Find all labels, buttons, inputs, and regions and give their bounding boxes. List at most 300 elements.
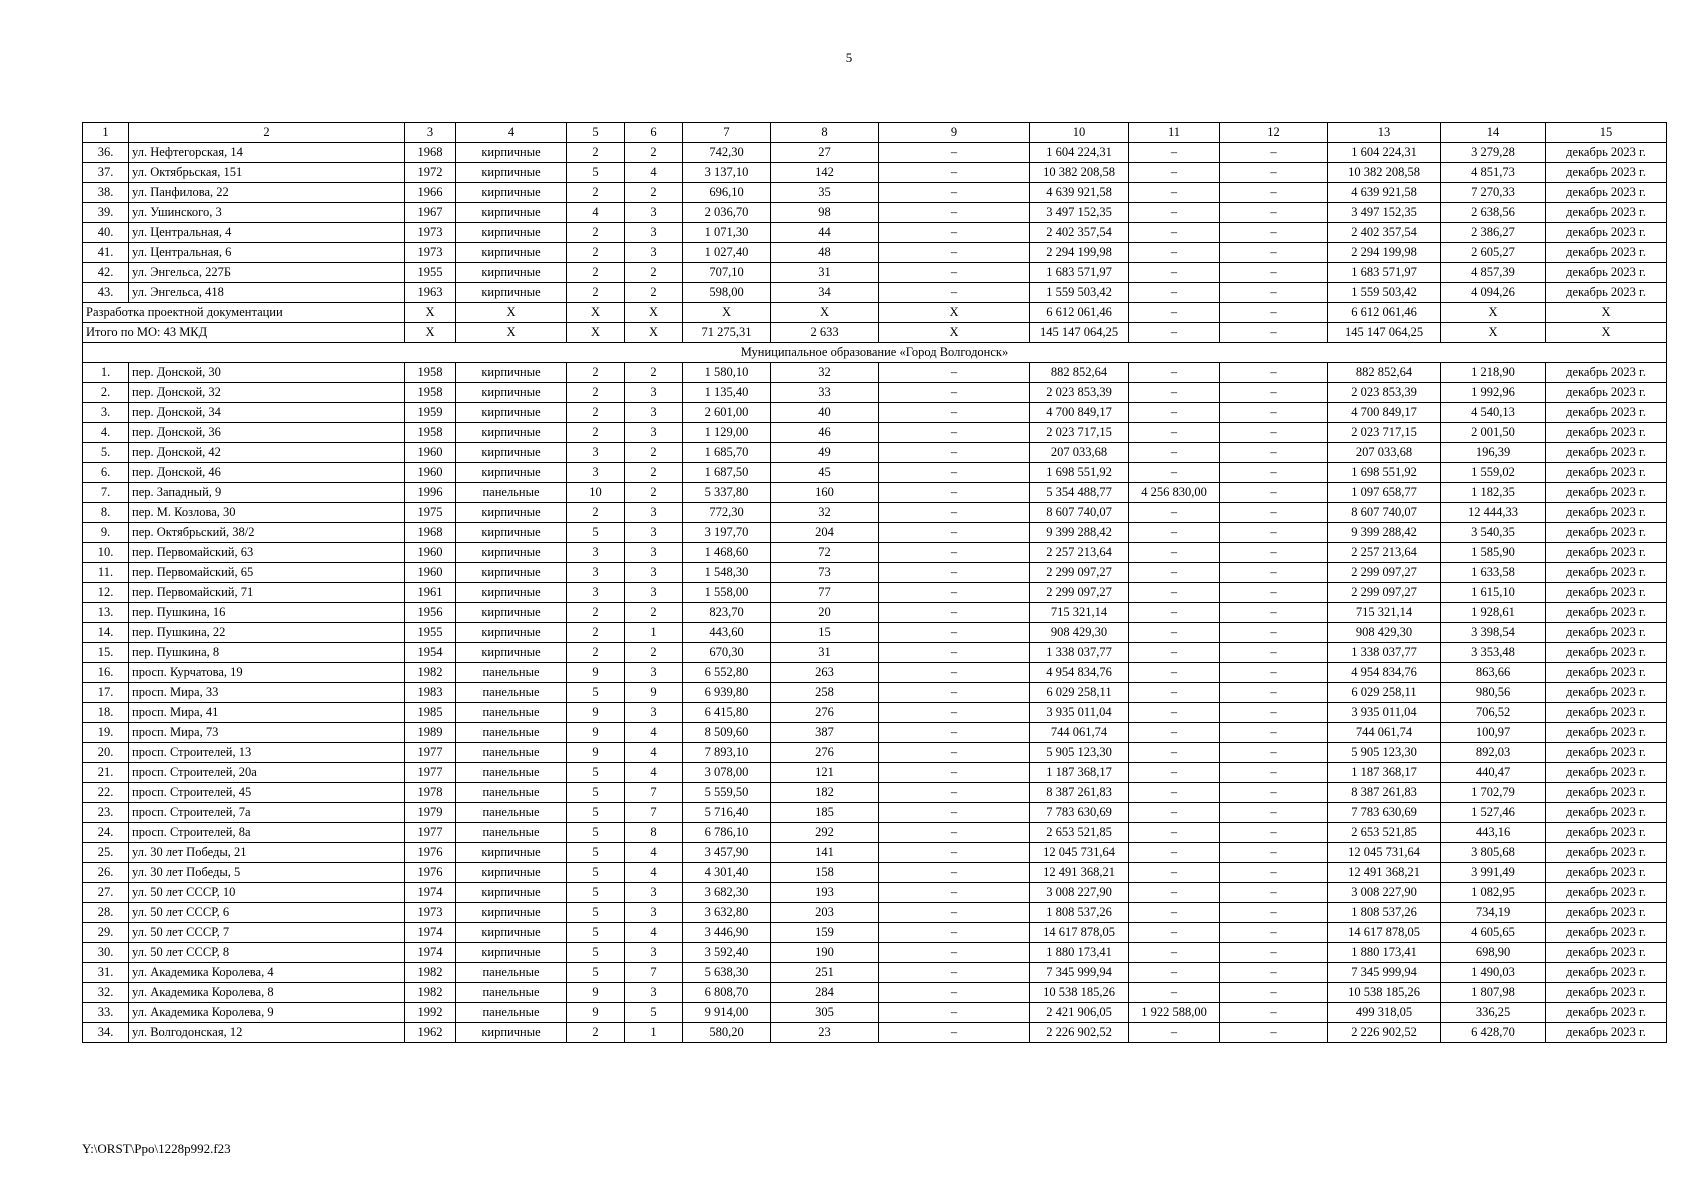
table-cell: 2 653 521,85: [1328, 823, 1441, 843]
table-cell: 204: [771, 523, 879, 543]
table-cell: 7: [625, 963, 683, 983]
table-cell: –: [879, 823, 1030, 843]
table-cell: 4 605,65: [1441, 923, 1546, 943]
table-cell: 1 559 503,42: [1030, 283, 1129, 303]
table-cell: 1 808 537,26: [1328, 903, 1441, 923]
table-cell: –: [1220, 203, 1328, 223]
table-row: [83, 923, 1667, 943]
table-cell: 863,66: [1441, 663, 1546, 683]
table-cell: 882 852,64: [1030, 363, 1129, 383]
table-cell: 7: [625, 783, 683, 803]
table-cell: 1960: [405, 563, 456, 583]
table-cell: –: [1129, 463, 1220, 483]
table-cell: 16.: [83, 663, 129, 683]
table-cell: 2: [567, 383, 625, 403]
table-cell: 2 633: [771, 323, 879, 343]
table-cell: –: [1220, 663, 1328, 683]
table-cell: 2: [625, 183, 683, 203]
table-cell: 145 147 064,25: [1030, 323, 1129, 343]
table-row: [83, 903, 1667, 923]
table-cell: 1973: [405, 903, 456, 923]
table-cell: 4 256 830,00: [1129, 483, 1220, 503]
table-cell: ул. Ушинского, 3: [129, 203, 405, 223]
table-cell: пер. Западный, 9: [129, 483, 405, 503]
table-row: [83, 763, 1667, 783]
table-cell: 9: [879, 123, 1030, 143]
table-cell: 1 097 658,77: [1328, 483, 1441, 503]
table-cell: 1958: [405, 383, 456, 403]
table-cell: 2 638,56: [1441, 203, 1546, 223]
table-cell: декабрь 2023 г.: [1546, 623, 1667, 643]
table-cell: 12: [1220, 123, 1328, 143]
table-cell: 6 939,80: [683, 683, 771, 703]
table-cell: –: [1129, 963, 1220, 983]
table-cell: –: [1220, 303, 1328, 323]
table-cell: кирпичные: [456, 143, 567, 163]
table-cell: 9: [567, 1003, 625, 1023]
table-cell: –: [879, 283, 1030, 303]
table-cell: декабрь 2023 г.: [1546, 443, 1667, 463]
table-cell: 1956: [405, 603, 456, 623]
table-cell: 3: [625, 663, 683, 683]
table-cell: 18.: [83, 703, 129, 723]
table-cell: панельные: [456, 683, 567, 703]
table-cell: –: [1129, 803, 1220, 823]
table-cell: –: [1220, 503, 1328, 523]
table-cell: –: [1129, 503, 1220, 523]
table-cell: –: [879, 703, 1030, 723]
table-cell: –: [1129, 703, 1220, 723]
table-cell: 715 321,14: [1030, 603, 1129, 623]
table-cell: –: [879, 723, 1030, 743]
table-cell: 1 698 551,92: [1328, 463, 1441, 483]
table-cell: 1 633,58: [1441, 563, 1546, 583]
table-row: [83, 983, 1667, 1003]
table-cell: 2: [567, 143, 625, 163]
table-cell: 263: [771, 663, 879, 683]
table-cell: –: [1220, 403, 1328, 423]
table-cell: ул. 30 лет Победы, 5: [129, 863, 405, 883]
table-cell: кирпичные: [456, 283, 567, 303]
table-cell: 27.: [83, 883, 129, 903]
table-cell: –: [1220, 703, 1328, 723]
table-cell: 121: [771, 763, 879, 783]
table-cell: ул. Академика Королева, 9: [129, 1003, 405, 1023]
table-cell: 21.: [83, 763, 129, 783]
table-cell: 4 857,39: [1441, 263, 1546, 283]
table-cell: панельные: [456, 823, 567, 843]
table-cell: 6 029 258,11: [1030, 683, 1129, 703]
table-cell: 6: [625, 123, 683, 143]
table-cell: –: [879, 1023, 1030, 1043]
table-cell: 292: [771, 823, 879, 843]
table-cell: 2: [567, 603, 625, 623]
table-cell: 2 605,27: [1441, 243, 1546, 263]
table-cell: –: [879, 363, 1030, 383]
table-cell: 1955: [405, 623, 456, 643]
table-cell: декабрь 2023 г.: [1546, 563, 1667, 583]
table-cell: 3 279,28: [1441, 143, 1546, 163]
table-cell: 1 559,02: [1441, 463, 1546, 483]
table-cell: декабрь 2023 г.: [1546, 703, 1667, 723]
table-cell: 2 653 521,85: [1030, 823, 1129, 843]
table-cell: декабрь 2023 г.: [1546, 1003, 1667, 1023]
table-cell: кирпичные: [456, 263, 567, 283]
table-cell: кирпичные: [456, 243, 567, 263]
table-cell: 196,39: [1441, 443, 1546, 463]
table-cell: 43.: [83, 283, 129, 303]
table-cell: X: [879, 323, 1030, 343]
table-cell: 8: [771, 123, 879, 143]
table-cell: кирпичные: [456, 903, 567, 923]
table-cell: 12 045 731,64: [1328, 843, 1441, 863]
table-cell: 10.: [83, 543, 129, 563]
table-cell: 6 428,70: [1441, 1023, 1546, 1043]
table-cell: 1 928,61: [1441, 603, 1546, 623]
table-cell: 14.: [83, 623, 129, 643]
table-cell: пер. Донской, 46: [129, 463, 405, 483]
table-cell: 34.: [83, 1023, 129, 1043]
table-cell: кирпичные: [456, 383, 567, 403]
table-cell: кирпичные: [456, 363, 567, 383]
table-cell: 1968: [405, 523, 456, 543]
table-row: [83, 1003, 1667, 1023]
table-cell: 1982: [405, 963, 456, 983]
table-cell: 3 457,90: [683, 843, 771, 863]
table-cell: X: [1546, 323, 1667, 343]
table-cell: кирпичные: [456, 603, 567, 623]
table-cell: –: [879, 523, 1030, 543]
table-cell: –: [1220, 683, 1328, 703]
table-cell: 207 033,68: [1030, 443, 1129, 463]
table-cell: 5: [567, 803, 625, 823]
table-cell: 4: [625, 163, 683, 183]
table-cell: 2.: [83, 383, 129, 403]
table-cell: 6 415,80: [683, 703, 771, 723]
table-cell: 2 299 097,27: [1030, 563, 1129, 583]
table-cell: панельные: [456, 763, 567, 783]
table-cell: ул. Энгельса, 227Б: [129, 263, 405, 283]
table-cell: 823,70: [683, 603, 771, 623]
table-row: [83, 183, 1667, 203]
table-cell: декабрь 2023 г.: [1546, 463, 1667, 483]
table-cell: панельные: [456, 663, 567, 683]
table-cell: –: [1220, 283, 1328, 303]
table-cell: –: [1129, 363, 1220, 383]
table-cell: 38.: [83, 183, 129, 203]
table-cell: 158: [771, 863, 879, 883]
table-cell: 40: [771, 403, 879, 423]
table-cell: –: [1220, 983, 1328, 1003]
table-row: [83, 143, 1667, 163]
table-cell: –: [1220, 723, 1328, 743]
table-cell: декабрь 2023 г.: [1546, 863, 1667, 883]
table-cell: 5 354 488,77: [1030, 483, 1129, 503]
table-cell: 1 527,46: [1441, 803, 1546, 823]
table-cell: 336,25: [1441, 1003, 1546, 1023]
table-row: [83, 503, 1667, 523]
table-cell: 14 617 878,05: [1030, 923, 1129, 943]
table-cell: 9: [567, 743, 625, 763]
table-cell: 892,03: [1441, 743, 1546, 763]
table-cell: –: [1129, 743, 1220, 763]
table-cell: –: [1129, 163, 1220, 183]
table-cell: X: [567, 323, 625, 343]
table-cell: –: [1220, 783, 1328, 803]
table-cell: –: [1129, 923, 1220, 943]
table-cell: просп. Строителей, 8а: [129, 823, 405, 843]
table-cell: 1 683 571,97: [1030, 263, 1129, 283]
table-cell: декабрь 2023 г.: [1546, 1023, 1667, 1043]
table-cell: 1959: [405, 403, 456, 423]
table-cell: 1 187 368,17: [1328, 763, 1441, 783]
table-cell: X: [683, 303, 771, 323]
table-cell: X: [567, 303, 625, 323]
table-cell: просп. Мира, 73: [129, 723, 405, 743]
table-cell: 5: [625, 1003, 683, 1023]
table-cell: –: [1220, 643, 1328, 663]
table-cell: 2: [567, 503, 625, 523]
table-cell: –: [879, 883, 1030, 903]
table-cell: декабрь 2023 г.: [1546, 263, 1667, 283]
table-row: [83, 463, 1667, 483]
table-cell: –: [879, 683, 1030, 703]
table-cell: декабрь 2023 г.: [1546, 483, 1667, 503]
table-cell: 1985: [405, 703, 456, 723]
table-cell: 4 301,40: [683, 863, 771, 883]
table-cell: панельные: [456, 983, 567, 1003]
table-cell: 3: [567, 463, 625, 483]
table-cell: 2 023 717,15: [1328, 423, 1441, 443]
table-cell: 2: [129, 123, 405, 143]
table-cell: 5: [567, 523, 625, 543]
table-cell: 2 226 902,52: [1328, 1023, 1441, 1043]
table-cell: 2: [567, 623, 625, 643]
table-cell: 1977: [405, 743, 456, 763]
table-cell: X: [879, 303, 1030, 323]
table-cell: декабрь 2023 г.: [1546, 363, 1667, 383]
table-cell: –: [1129, 623, 1220, 643]
table-cell: 2 023 717,15: [1030, 423, 1129, 443]
table-cell: –: [1220, 923, 1328, 943]
table-cell: –: [1220, 383, 1328, 403]
table-row: [83, 703, 1667, 723]
table-cell: декабрь 2023 г.: [1546, 603, 1667, 623]
table-cell: 7 783 630,69: [1030, 803, 1129, 823]
table-cell: кирпичные: [456, 203, 567, 223]
table-row: [83, 383, 1667, 403]
table-cell: 2 294 199,98: [1030, 243, 1129, 263]
table-cell: 707,10: [683, 263, 771, 283]
table-cell: –: [1129, 203, 1220, 223]
table-cell: 9: [567, 723, 625, 743]
table-cell: 44: [771, 223, 879, 243]
table-cell: –: [1129, 903, 1220, 923]
table-cell: –: [1220, 623, 1328, 643]
table-cell: 1973: [405, 243, 456, 263]
table-cell: 258: [771, 683, 879, 703]
project-docs-row: [83, 303, 1667, 323]
table-cell: 3: [567, 443, 625, 463]
table-cell: 2 299 097,27: [1328, 583, 1441, 603]
table-cell: 13: [1328, 123, 1441, 143]
table-cell: 2 001,50: [1441, 423, 1546, 443]
table-cell: –: [1220, 543, 1328, 563]
table-cell: декабрь 2023 г.: [1546, 943, 1667, 963]
table-cell: 185: [771, 803, 879, 823]
table-cell: 2: [567, 183, 625, 203]
table-cell: 1: [625, 1023, 683, 1043]
table-cell: X: [405, 303, 456, 323]
table-cell: 35: [771, 183, 879, 203]
table-cell: 3: [567, 563, 625, 583]
table-cell: кирпичные: [456, 163, 567, 183]
table-cell: –: [879, 963, 1030, 983]
table-row: [83, 623, 1667, 643]
table-cell: 3 497 152,35: [1030, 203, 1129, 223]
table-cell: 1 218,90: [1441, 363, 1546, 383]
table-cell: 980,56: [1441, 683, 1546, 703]
table-cell: –: [879, 143, 1030, 163]
table-cell: 1: [83, 123, 129, 143]
table-cell: 3: [625, 703, 683, 723]
table-cell: –: [1129, 443, 1220, 463]
table-cell: 4 540,13: [1441, 403, 1546, 423]
table-cell: X: [625, 303, 683, 323]
table-cell: 9: [567, 983, 625, 1003]
table-cell: 5: [567, 683, 625, 703]
table-cell: –: [1220, 843, 1328, 863]
table-cell: 17.: [83, 683, 129, 703]
table-cell: 22.: [83, 783, 129, 803]
table-cell: –: [1220, 463, 1328, 483]
table-cell: панельные: [456, 963, 567, 983]
table-cell: 276: [771, 703, 879, 723]
table-cell: 1 687,50: [683, 463, 771, 483]
table-cell: –: [879, 243, 1030, 263]
table-cell: 1 027,40: [683, 243, 771, 263]
table-row: [83, 1023, 1667, 1043]
table-cell: просп. Курчатова, 19: [129, 663, 405, 683]
table-cell: 1954: [405, 643, 456, 663]
table-cell: –: [1129, 643, 1220, 663]
table-cell: –: [879, 163, 1030, 183]
table-cell: 2: [567, 283, 625, 303]
table-cell: 1963: [405, 283, 456, 303]
table-cell: –: [1129, 403, 1220, 423]
table-cell: –: [1220, 363, 1328, 383]
table-cell: –: [879, 863, 1030, 883]
table-cell: декабрь 2023 г.: [1546, 243, 1667, 263]
table-cell: декабрь 2023 г.: [1546, 723, 1667, 743]
table-cell: декабрь 2023 г.: [1546, 283, 1667, 303]
table-cell: X: [771, 303, 879, 323]
table-cell: 744 061,74: [1328, 723, 1441, 743]
table-cell: 1973: [405, 223, 456, 243]
table-cell: –: [1220, 583, 1328, 603]
table-cell: декабрь 2023 г.: [1546, 743, 1667, 763]
table-cell: –: [879, 483, 1030, 503]
table-row: [83, 583, 1667, 603]
table-cell: 443,16: [1441, 823, 1546, 843]
table-cell: 276: [771, 743, 879, 763]
table-cell: 9: [625, 683, 683, 703]
table-cell: –: [1220, 523, 1328, 543]
table-cell: 5: [567, 863, 625, 883]
table-cell: –: [879, 203, 1030, 223]
table-cell: 1978: [405, 783, 456, 803]
table-cell: 5 638,30: [683, 963, 771, 983]
table-cell: 3 398,54: [1441, 623, 1546, 643]
table-row: [83, 663, 1667, 683]
table-cell: –: [1129, 603, 1220, 623]
table-row: [83, 943, 1667, 963]
table-cell: –: [1220, 763, 1328, 783]
table-cell: ул. Волгодонская, 12: [129, 1023, 405, 1043]
table-cell: 1996: [405, 483, 456, 503]
table-cell: пер. Донской, 34: [129, 403, 405, 423]
table-cell: 1 604 224,31: [1328, 143, 1441, 163]
table-cell: 2: [567, 423, 625, 443]
table-cell: декабрь 2023 г.: [1546, 403, 1667, 423]
table-cell: 5: [567, 163, 625, 183]
table-cell: –: [1220, 223, 1328, 243]
table-cell: ул. Академика Королева, 8: [129, 983, 405, 1003]
table-cell: 3 008 227,90: [1030, 883, 1129, 903]
table-cell: 7 345 999,94: [1328, 963, 1441, 983]
table-cell: 3: [625, 983, 683, 1003]
table-cell: кирпичные: [456, 563, 567, 583]
table-cell: 5 905 123,30: [1328, 743, 1441, 763]
table-cell: 2: [567, 263, 625, 283]
table-cell: 9.: [83, 523, 129, 543]
table-cell: 14: [1441, 123, 1546, 143]
table-cell: 1 082,95: [1441, 883, 1546, 903]
file-path: Y:\ORST\Ppo\1228p992.f23: [82, 1141, 231, 1156]
table-row: [83, 443, 1667, 463]
table-cell: 1 922 588,00: [1129, 1003, 1220, 1023]
table-cell: 28.: [83, 903, 129, 923]
table-cell: 2 294 199,98: [1328, 243, 1441, 263]
table-cell: 160: [771, 483, 879, 503]
table-cell: 3 008 227,90: [1328, 883, 1441, 903]
table-cell: 3: [625, 223, 683, 243]
table-cell: кирпичные: [456, 423, 567, 443]
table-cell: –: [1129, 983, 1220, 1003]
table-cell: –: [1129, 683, 1220, 703]
table-cell: –: [879, 543, 1030, 563]
table-cell: ул. Октябрьская, 151: [129, 163, 405, 183]
table-cell: 26.: [83, 863, 129, 883]
table-cell: 5: [567, 783, 625, 803]
table-cell: 2: [625, 463, 683, 483]
table-cell: декабрь 2023 г.: [1546, 383, 1667, 403]
table-cell: 1955: [405, 263, 456, 283]
table-cell: 37.: [83, 163, 129, 183]
table-cell: 100,97: [1441, 723, 1546, 743]
table-cell: 2: [625, 363, 683, 383]
table-cell: –: [1220, 1023, 1328, 1043]
table-cell: 12 444,33: [1441, 503, 1546, 523]
table-cell: 10: [1030, 123, 1129, 143]
table-cell: 7: [683, 123, 771, 143]
table-cell: 1 580,10: [683, 363, 771, 383]
table-cell: 13.: [83, 603, 129, 623]
table-cell: 4 639 921,58: [1030, 183, 1129, 203]
table-cell: –: [1220, 183, 1328, 203]
table-cell: 1 559 503,42: [1328, 283, 1441, 303]
table-cell: 15: [771, 623, 879, 643]
